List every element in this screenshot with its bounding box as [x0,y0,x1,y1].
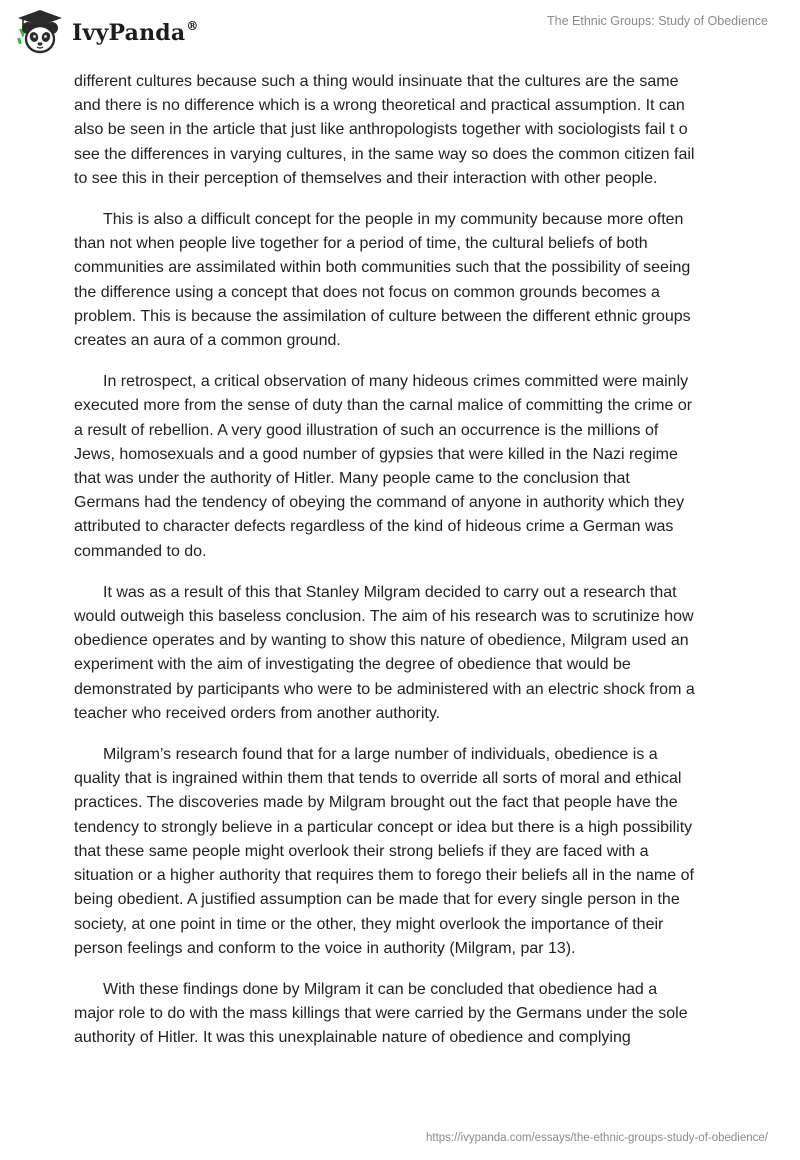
paragraph-6: With these findings done by Milgram it can be concluded that obedience had a major role to do with the mass killings that were carried by the Germans under the sole authority of Hitler. It was this unexplainable nature of obedience and complying [74,980,688,1047]
source-url-link[interactable]: https://ivypanda.com/essays/the-ethnic-groups-study-of-obedience/ [426,1132,768,1144]
paragraph-5: Milgram’s research found that for a large number of individuals, obedience is a quality that is ingrained within them that tends to override all sorts of moral and ethical practices. The discoveries made by Milgram brought out the fact that people have the tendency to strongly believe in a particular concept or idea but there is a high possibility that these same people might overlook their strong beliefs if they are faced with a situation or a higher authority that requires them to forego their beliefs all in the name of being obedient. A justified assumption can be made that for every single person in the society, at one point in time or the other, they might overlook the importance of their person feelings and conform to the voice in authority (Milgram, par 13). [74,746,694,957]
document-title: The Ethnic Groups: Study of Obedience [547,14,768,28]
paragraph-3: In retrospect, a critical observation of many hideous crimes committed were mainly executed more from the sense of duty than the carnal malice of committing the crime or a result of rebellion. A very good illustration of such an occurrence is the millions of Jews, homosexuals and a good number of gypsies that were killed in the Nazi regime that was under the authority of Hitler. Many people came to the conclusion that Germans had the tendency of obeying the command of anyone in authority which they attributed to character defects regardless of the kind of hideous crime a German was commanded to do. [74,373,693,560]
paragraph-1: different cultures because such a thing would insinuate that the cultures are the same and there is no difference which is a wrong theoretical and practical assumption. It can also be seen in the article that just like anthropologists together with sociologists fail t o see the differences in varying cultures, in the same way so does the common citizen fail to see this in their perception of themselves and their interaction with other people. [74,73,695,187]
paragraph-4: It was as a result of this that Stanley Milgram decided to carry out a research that would outweigh this baseless conclusion. The aim of his research was to scrutinize how obedience operates and by wanting to show this nature of obedience, Milgram used an experiment with the aim of investigating the degree of obedience that would be demonstrated by participants who were to be administered with an electric shock from a teacher who received orders from another authority. [74,583,695,722]
site-logo[interactable] [14,8,199,56]
page-header [0,0,800,70]
paragraph-2: This is also a difficult concept for the people in my community because more often than not when people live together for a period of time, the cultural beliefs of both communities are assimilated within both communities such that the possibility of seeing the difference using a concept that does not focus on common grounds becomes a problem. This is because the assimilation of culture between the different ethnic groups creates an aura of a common ground. [74,211,691,350]
logo-wordmark: IvyPanda® [72,18,199,46]
essay-body [74,70,736,1068]
panda-graduate-icon [14,8,66,56]
